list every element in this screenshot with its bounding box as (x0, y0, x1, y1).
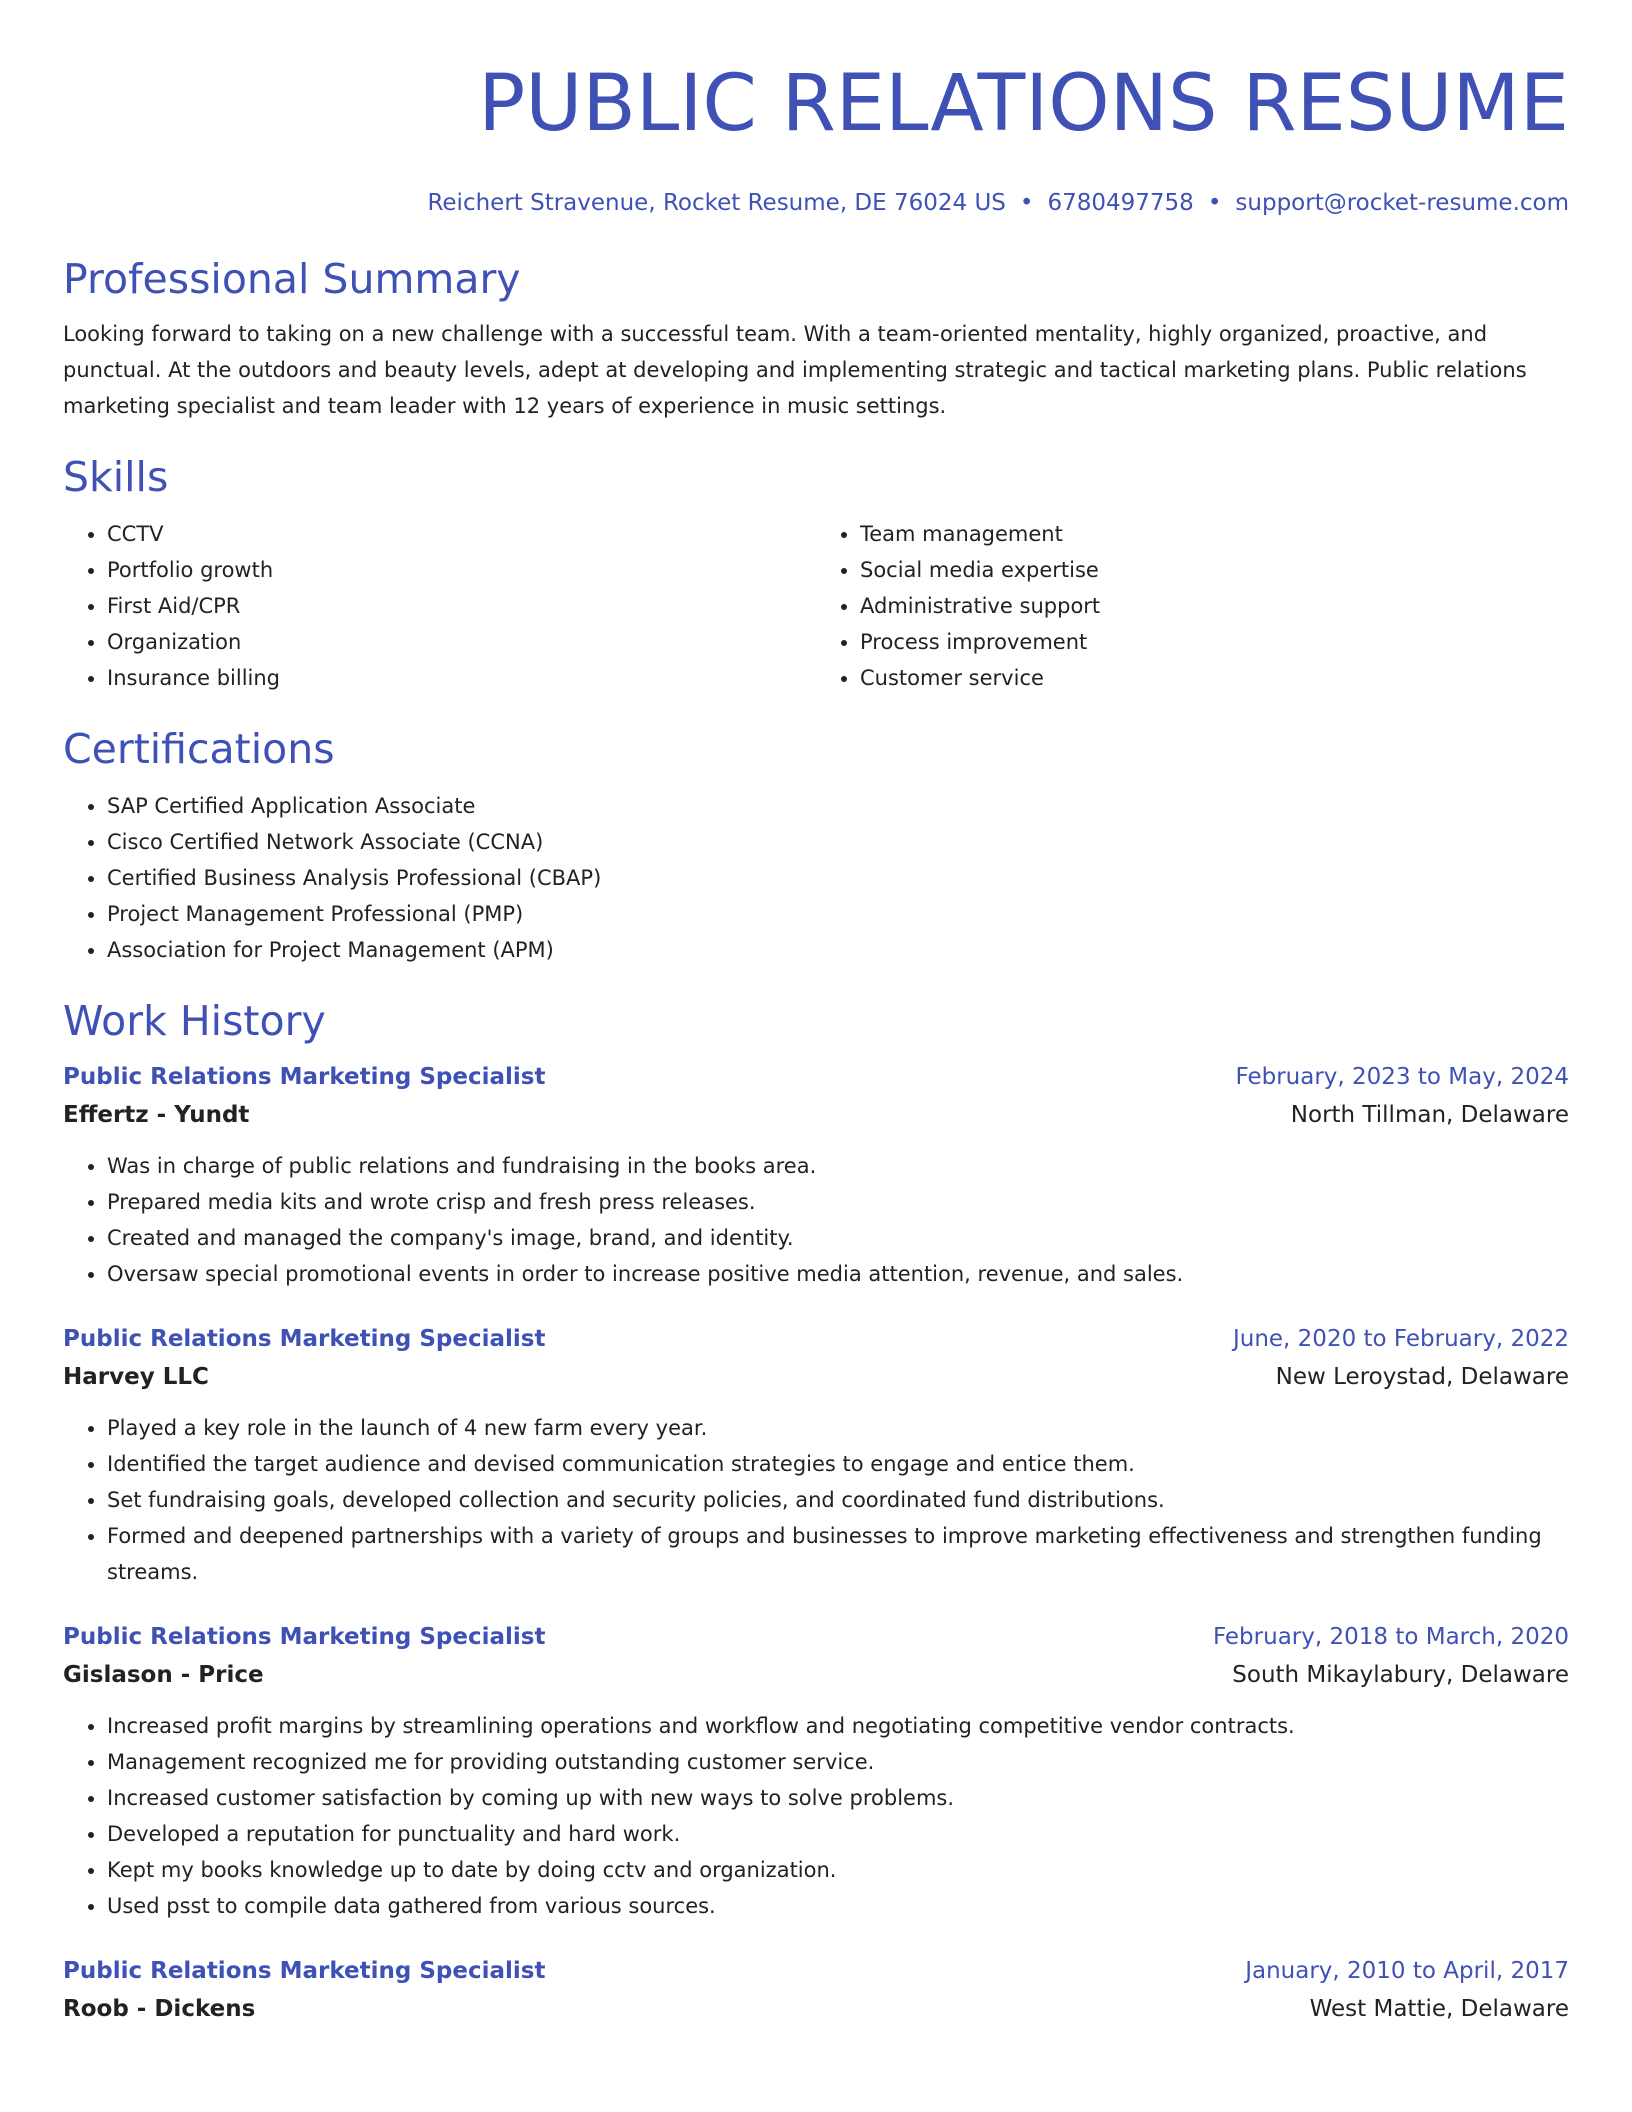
contact-phone: 6780497758 (1047, 190, 1194, 216)
resume-title: PUBLIC RELATIONS RESUME (478, 59, 1569, 149)
job-title-row (63, 1618, 1569, 1656)
contact-address: Reichert Stravenue, Rocket Resume, DE 76024 US (427, 190, 1006, 216)
certification-item: • Cisco Certified Network Associate (CCNA) (107, 824, 1569, 860)
skill-item: • Insurance billing (107, 660, 816, 696)
certification-item: • Association for Project Management (APM) (107, 932, 1569, 968)
work-history-section (63, 994, 1569, 2028)
job-company: Gislason - Price (63, 1662, 264, 1688)
job-company: Roob - Dickens (63, 1996, 256, 2022)
certification-item: • SAP Certified Application Associate (107, 788, 1569, 824)
job-title-row (63, 1058, 1569, 1096)
job-bullet: • Kept my books knowledge up to date by doing cctv and organization. (107, 1852, 1569, 1888)
skills-list-right (816, 516, 1569, 696)
certifications-section (63, 722, 1569, 968)
job-title-row (63, 1952, 1569, 1990)
skills-section (63, 450, 1569, 696)
job-dates: June, 2020 to February, 2022 (1232, 1326, 1569, 1352)
job-location: New Leroystad, Delaware (1275, 1364, 1569, 1390)
job-company-row (63, 1656, 1569, 1694)
resume-header (63, 56, 1569, 218)
skill-item: • Portfolio growth (107, 552, 816, 588)
skills-list-left (63, 516, 816, 696)
skill-item: • CCTV (107, 516, 816, 552)
contact-email: support@rocket-resume.com (1235, 190, 1569, 216)
job-dates: February, 2018 to March, 2020 (1212, 1624, 1569, 1650)
summary-text: Looking forward to taking on a new challenge with a successful team. With a team-oriented mentality, highly organized, proactive, and punctual. At the outdoors and beauty levels, adept at developing and implementing strategic and tactical marketing plans. Public relations marketing specialist and team leader with 12 years of experience in music settings. (63, 322, 1527, 418)
certification-item: • Project Management Professional (PMP) (107, 896, 1569, 932)
job-company: Harvey LLC (63, 1364, 209, 1390)
job-title: Public Relations Marketing Specialist (63, 1326, 546, 1352)
job-title-row (63, 1320, 1569, 1358)
contact-line (63, 188, 1569, 218)
contact-separator: • (1207, 190, 1222, 216)
work-history-heading: Work History (63, 997, 326, 1045)
certification-item: • Certified Business Analysis Professional (CBAP) (107, 860, 1569, 896)
job-entry (63, 1952, 1569, 2028)
job-title: Public Relations Marketing Specialist (63, 1958, 546, 1984)
job-bullets (63, 1148, 1569, 1292)
job-bullet: • Identified the target audience and devised communication strategies to engage and entice them. (107, 1446, 1569, 1482)
job-entry (63, 1618, 1569, 1924)
job-entry (63, 1058, 1569, 1292)
job-bullet: • Developed a reputation for punctuality and hard work. (107, 1816, 1569, 1852)
job-company-row (63, 1358, 1569, 1396)
job-bullet: • Management recognized me for providing outstanding customer service. (107, 1744, 1569, 1780)
job-location: South Mikaylabury, Delaware (1232, 1662, 1569, 1688)
skills-heading: Skills (63, 453, 169, 501)
skill-item: • First Aid/CPR (107, 588, 816, 624)
job-bullets (63, 1410, 1569, 1590)
job-bullet: • Increased customer satisfaction by coming up with new ways to solve problems. (107, 1780, 1569, 1816)
job-bullet: • Prepared media kits and wrote crisp and fresh press releases. (107, 1184, 1569, 1220)
summary-heading: Professional Summary (63, 255, 521, 303)
summary-section (63, 252, 1569, 424)
job-company-row (63, 1096, 1569, 1134)
job-bullets (63, 1708, 1569, 1924)
skill-item: • Team management (860, 516, 1569, 552)
certifications-list (63, 788, 1569, 968)
certifications-heading: Certifications (63, 725, 335, 773)
job-bullet: • Oversaw special promotional events in order to increase positive media attention, revenue, and sales. (107, 1256, 1569, 1292)
skill-item: • Customer service (860, 660, 1569, 696)
job-dates: January, 2010 to April, 2017 (1245, 1958, 1569, 1984)
skill-item: • Administrative support (860, 588, 1569, 624)
job-title: Public Relations Marketing Specialist (63, 1624, 546, 1650)
job-bullet: • Formed and deepened partnerships with a variety of groups and businesses to improve marketing effectiveness and strengthen funding streams. (107, 1518, 1569, 1590)
job-location: West Mattie, Delaware (1309, 1996, 1569, 2022)
job-bullet: • Created and managed the company's image, brand, and identity. (107, 1220, 1569, 1256)
job-bullet: • Increased profit margins by streamlining operations and workflow and negotiating competitive vendor contracts. (107, 1708, 1569, 1744)
job-company: Effertz - Yundt (63, 1102, 250, 1128)
job-dates: February, 2023 to May, 2024 (1235, 1064, 1569, 1090)
contact-separator: • (1019, 190, 1034, 216)
job-title: Public Relations Marketing Specialist (63, 1064, 546, 1090)
skill-item: • Process improvement (860, 624, 1569, 660)
skill-item: • Organization (107, 624, 816, 660)
job-location: North Tillman, Delaware (1290, 1102, 1569, 1128)
job-bullet: • Was in charge of public relations and fundraising in the books area. (107, 1148, 1569, 1184)
job-company-row (63, 1990, 1569, 2028)
job-entry (63, 1320, 1569, 1590)
job-bullet: • Set fundraising goals, developed collection and security policies, and coordinated fund distributions. (107, 1482, 1569, 1518)
job-bullet: • Played a key role in the launch of 4 new farm every year. (107, 1410, 1569, 1446)
skills-grid (63, 516, 1569, 696)
skill-item: • Social media expertise (860, 552, 1569, 588)
job-bullet: • Used psst to compile data gathered from various sources. (107, 1888, 1569, 1924)
